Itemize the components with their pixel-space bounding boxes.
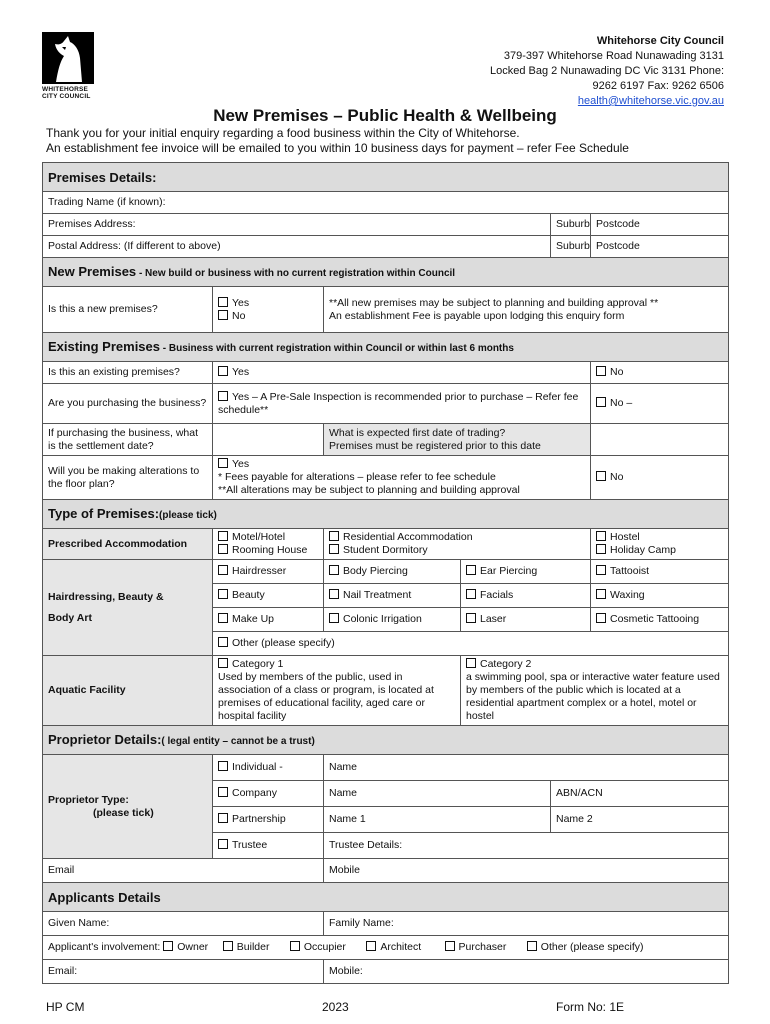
checkbox-icon [596, 397, 606, 407]
checkbox-icon [218, 813, 228, 823]
builder-checkbox[interactable]: Builder [223, 941, 270, 953]
architect-checkbox[interactable]: Architect [366, 941, 421, 953]
checkbox-icon [329, 565, 339, 575]
motel-checkbox[interactable]: Motel/Hotel [218, 531, 318, 544]
new-premises-question: Is this a new premises? [43, 287, 213, 333]
checkbox-icon [218, 637, 228, 647]
given-name-field[interactable]: Given Name: [43, 912, 324, 936]
settlement-date-field[interactable] [213, 424, 324, 456]
holiday-checkbox[interactable]: Holiday Camp [596, 544, 723, 557]
existing-yes-checkbox[interactable]: Yes [213, 362, 591, 384]
checkbox-icon [366, 941, 376, 951]
prescribed-col2 [324, 529, 591, 560]
checkbox-icon [218, 839, 228, 849]
body-piercing-checkbox[interactable]: Body Piercing [324, 560, 461, 584]
footer-form-number: Form No: 1E [556, 1000, 625, 1014]
checkbox-icon [527, 941, 537, 951]
aquatic-facility-label: Aquatic Facility [43, 656, 213, 726]
checkbox-icon [596, 544, 606, 554]
checkbox-icon [466, 658, 476, 668]
residential-checkbox[interactable]: Residential Accommodation [329, 531, 585, 544]
prescribed-col1 [213, 529, 324, 560]
premises-postcode-field[interactable]: Postcode [591, 214, 729, 236]
proprietor-email-field[interactable]: Email [43, 859, 324, 883]
rooming-checkbox[interactable]: Rooming House [218, 544, 318, 557]
horse-head-icon [42, 32, 94, 84]
checkbox-icon [445, 941, 455, 951]
postal-suburb-field[interactable]: Suburb [551, 236, 591, 258]
checkbox-icon [218, 310, 228, 320]
prescribed-accommodation-label: Prescribed Accommodation [43, 529, 213, 560]
checkbox-icon [596, 471, 606, 481]
applicants-details-heading: Applicants Details [43, 883, 729, 912]
new-premises-no-checkbox[interactable]: No [218, 310, 318, 323]
partnership-checkbox[interactable]: Partnership [213, 807, 324, 833]
council-phone: 9262 6197 Fax: 9262 6506 [592, 80, 724, 92]
proprietor-mobile-field[interactable]: Mobile [324, 859, 729, 883]
council-address: 379-397 Whitehorse Road Nunawading 3131 [503, 50, 724, 62]
checkbox-icon [596, 613, 606, 623]
checkbox-icon [596, 366, 606, 376]
footer-left: HP CM [46, 1000, 85, 1014]
proprietor-type-label: Proprietor Type: (please tick) [43, 755, 213, 859]
other-specify-checkbox[interactable]: Other (please specify) [213, 632, 729, 656]
application-form [42, 162, 729, 984]
checkbox-icon [218, 366, 228, 376]
checkbox-icon [218, 531, 228, 541]
premises-details-heading: Premises Details: [43, 163, 729, 192]
postal-address-field[interactable]: Postal Address: (If different to above) [43, 236, 551, 258]
trustee-details-field[interactable]: Trustee Details: [324, 833, 729, 859]
intro-text: Thank you for your initial enquiry regarding a food business within the City of Whitehorse. An establishment fee invoice will be emailed to you within 10 business days for payment – refer Fee Schedule [46, 126, 629, 155]
checkbox-icon [466, 613, 476, 623]
prescribed-col3 [591, 529, 729, 560]
council-postal: Locked Bag 2 Nunawading DC Vic 3131 Phone: [489, 65, 724, 77]
applicant-email-field[interactable]: Email: [43, 960, 324, 984]
owner-checkbox[interactable]: Owner [163, 941, 208, 953]
footer-year: 2023 [322, 1000, 349, 1014]
new-premises-note: **All new premises may be subject to planning and building approval ** An establishment Fee is payable upon lodging this enquiry form [324, 287, 729, 333]
checkbox-icon [218, 589, 228, 599]
checkbox-icon [466, 589, 476, 599]
cosmetic-tattooing-checkbox[interactable]: Cosmetic Tattooing [591, 608, 729, 632]
new-premises-heading: New Premises - New build or business with no current registration within Council [43, 258, 729, 287]
existing-premises-heading: Existing Premises - Business with current registration within Council or within last 6 months [43, 333, 729, 362]
partner-name-2-field[interactable]: Name 2 [551, 807, 729, 833]
checkbox-icon [218, 391, 228, 401]
logo-wordmark: WHITEHORSE CITY COUNCIL [42, 86, 91, 100]
council-contact-block [490, 34, 724, 109]
makeup-checkbox[interactable]: Make Up [213, 608, 324, 632]
hairdressing-label: Hairdressing, Beauty & Body Art [43, 560, 213, 656]
alterations-no-checkbox[interactable]: No [591, 456, 729, 500]
purchasing-yes-checkbox[interactable]: Yes – A Pre-Sale Inspection is recommended prior to purchase – Refer fee schedule** [213, 384, 591, 424]
checkbox-icon [596, 589, 606, 599]
checkbox-icon [223, 941, 233, 951]
ear-piercing-checkbox[interactable]: Ear Piercing [461, 560, 591, 584]
category-2-checkbox[interactable]: Category 2 a swimming pool, spa or interactive water feature used by members of the public which is located at a residential apartment complex or a hotel, motel or hostel [461, 656, 729, 726]
council-email-link[interactable]: health@whitehorse.vic.gov.au [577, 95, 724, 107]
company-checkbox[interactable]: Company [213, 781, 324, 807]
beauty-checkbox[interactable]: Beauty [213, 584, 324, 608]
page-title: New Premises – Public Health & Wellbeing [213, 106, 557, 125]
new-premises-yes-checkbox[interactable]: Yes [218, 297, 318, 310]
laser-checkbox[interactable]: Laser [461, 608, 591, 632]
new-premises-options [213, 287, 324, 333]
trading-date-note: What is expected first date of trading? Premises must be registered prior to this date [324, 424, 591, 456]
checkbox-icon [329, 613, 339, 623]
checkbox-icon [596, 531, 606, 541]
hostel-checkbox[interactable]: Hostel [596, 531, 723, 544]
checkbox-icon [218, 544, 228, 554]
trading-date-field[interactable] [591, 424, 729, 456]
trustee-checkbox[interactable]: Trustee [213, 833, 324, 859]
waxing-checkbox[interactable]: Waxing [591, 584, 729, 608]
premises-suburb-field[interactable]: Suburb [551, 214, 591, 236]
category-1-checkbox[interactable]: Category 1 Used by members of the public, used in association of a class or program, is located at premises of educational facility, aged care or hospital facility [213, 656, 461, 726]
checkbox-icon [596, 565, 606, 575]
council-logo [42, 32, 94, 100]
company-name-field[interactable]: Name [324, 781, 551, 807]
nail-checkbox[interactable]: Nail Treatment [324, 584, 461, 608]
applicant-involvement-row: Applicant's involvement: Owner Builder Occupier Architect Purchaser Other (please specify) [43, 936, 729, 960]
colonic-checkbox[interactable]: Colonic Irrigation [324, 608, 461, 632]
purchasing-question: Are you purchasing the business? [43, 384, 213, 424]
checkbox-icon [218, 761, 228, 771]
checkbox-icon [218, 658, 228, 668]
purchasing-no-checkbox[interactable]: No – [591, 384, 729, 424]
facials-checkbox[interactable]: Facials [461, 584, 591, 608]
individual-name-field[interactable]: Name [324, 755, 729, 781]
postal-postcode-field[interactable]: Postcode [591, 236, 729, 258]
student-checkbox[interactable]: Student Dormitory [329, 544, 585, 557]
hairdresser-checkbox[interactable]: Hairdresser [213, 560, 324, 584]
checkbox-icon [218, 613, 228, 623]
existing-premises-question: Is this an existing premises? [43, 362, 213, 384]
checkbox-icon [218, 458, 228, 468]
checkbox-icon [218, 297, 228, 307]
checkbox-icon [290, 941, 300, 951]
checkbox-icon [218, 787, 228, 797]
checkbox-icon [329, 531, 339, 541]
premises-type-heading: Type of Premises:(please tick) [43, 500, 729, 529]
proprietor-details-heading: Proprietor Details:( legal entity – cannot be a trust) [43, 726, 729, 755]
abn-acn-field[interactable]: ABN/ACN [551, 781, 729, 807]
tattooist-checkbox[interactable]: Tattooist [591, 560, 729, 584]
existing-no-checkbox[interactable]: No [591, 362, 729, 384]
alterations-question: Will you be making alterations to the floor plan? [43, 456, 213, 500]
alterations-yes-checkbox[interactable]: Yes * Fees payable for alterations – please refer to fee schedule **All alterations may be subject to planning and building approval [213, 456, 591, 500]
applicant-mobile-field[interactable]: Mobile: [324, 960, 729, 984]
partner-name-1-field[interactable]: Name 1 [324, 807, 551, 833]
settlement-question: If purchasing the business, what is the settlement date? [43, 424, 213, 456]
premises-address-field[interactable]: Premises Address: [43, 214, 551, 236]
individual-checkbox[interactable]: Individual - [213, 755, 324, 781]
purchaser-checkbox[interactable]: Purchaser [445, 941, 507, 953]
family-name-field[interactable]: Family Name: [324, 912, 729, 936]
checkbox-icon [329, 544, 339, 554]
checkbox-icon [218, 565, 228, 575]
other-involvement-checkbox[interactable]: Other (please specify) [527, 941, 644, 953]
occupier-checkbox[interactable]: Occupier [290, 941, 346, 953]
checkbox-icon [163, 941, 173, 951]
checkbox-icon [329, 589, 339, 599]
council-name: Whitehorse City Council [596, 35, 724, 47]
trading-name-field[interactable]: Trading Name (if known): [43, 192, 729, 214]
checkbox-icon [466, 565, 476, 575]
